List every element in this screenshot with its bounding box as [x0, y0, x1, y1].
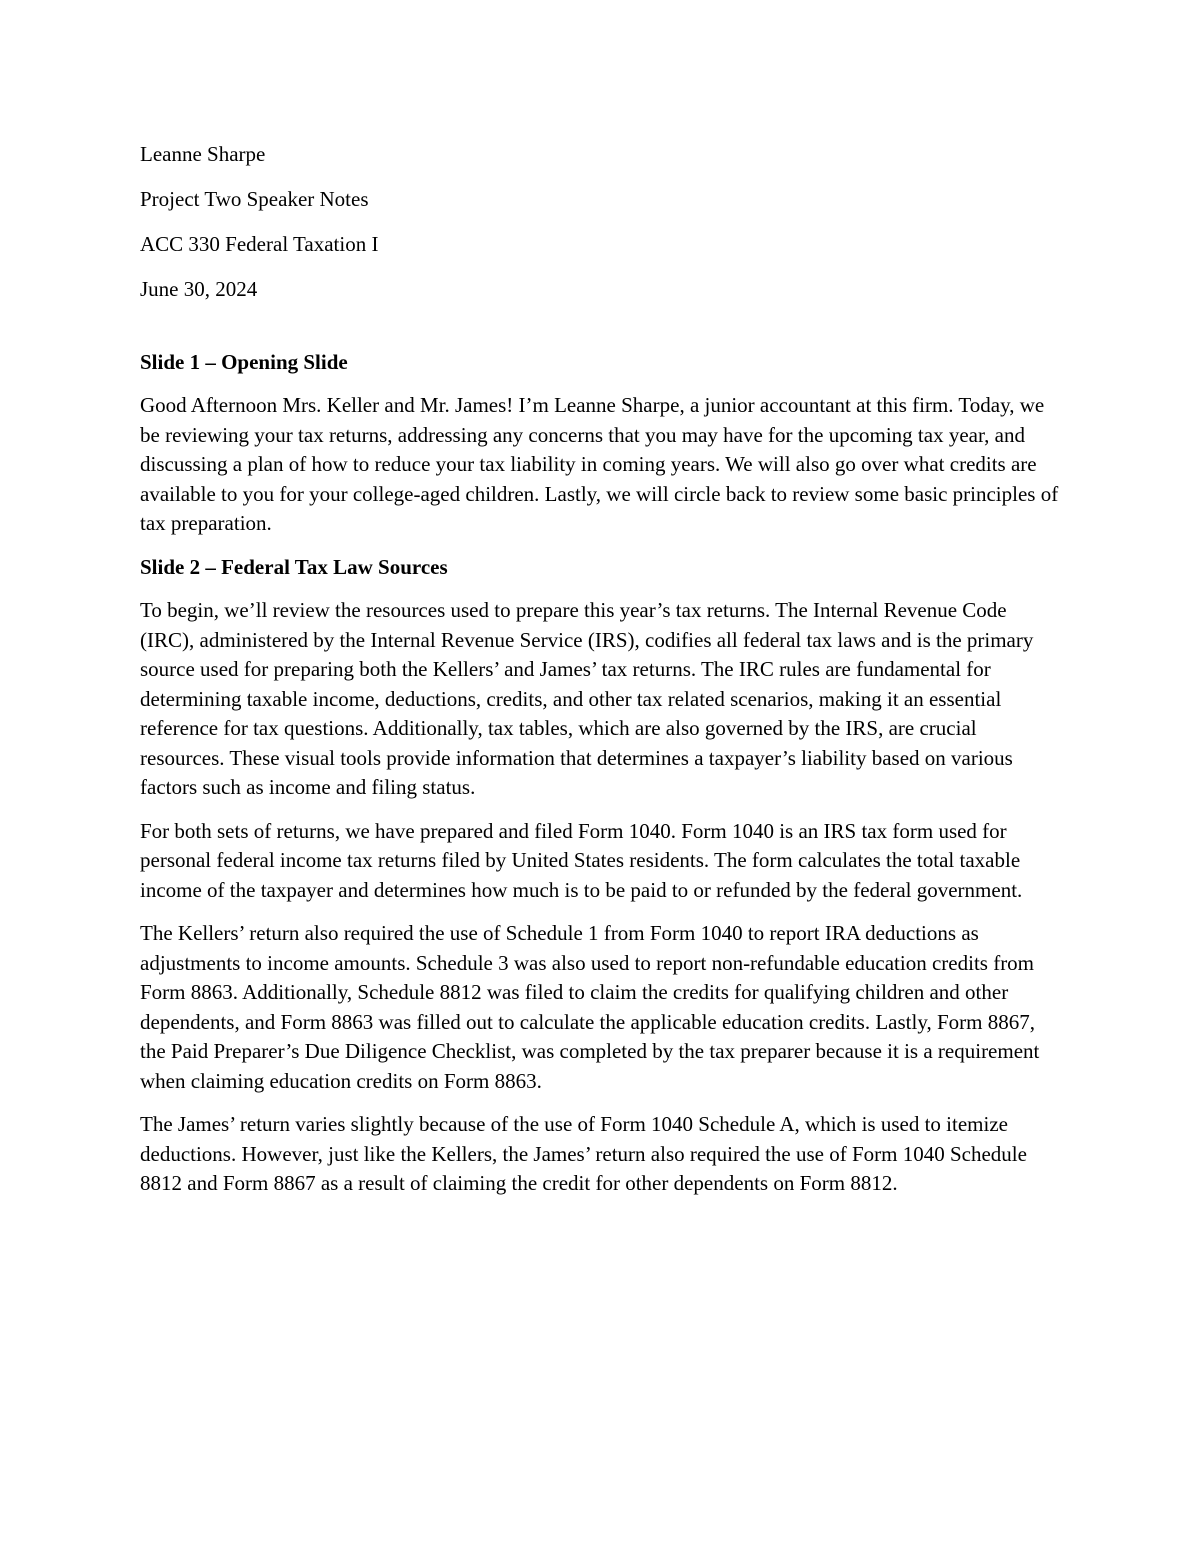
document-header: [140, 140, 1065, 305]
document-date: June 30, 2024: [140, 277, 258, 301]
paragraph: Good Afternoon Mrs. Keller and Mr. James! I’m Leanne Sharpe, a junior accountant at this firm. Today, we be reviewing your tax returns, addressing any concerns that you may have for the upcoming tax year, and discussing a plan of how to reduce your tax liability in coming years. We will also go over what credits are available to you for your college-aged children. Lastly, we will circle back to review some basic principles of tax preparation.: [140, 393, 1059, 535]
paragraph: The Kellers’ return also required the use of Schedule 1 from Form 1040 to report IRA deductions as adjustments to income amounts. Schedule 3 was also used to report non-refundable education credits from Form 8863. Additionally, Schedule 8812 was filed to claim the credits for qualifying children and other dependents, and Form 8863 was filled out to calculate the applicable education credits. Lastly, Form 8867, the Paid Preparer’s Due Diligence Checklist, was completed by the tax preparer because it is a requirement when claiming education credits on Form 8863.: [140, 921, 1040, 1093]
section-slide-2: [140, 553, 1065, 1199]
paragraph: The James’ return varies slightly because of the use of Form 1040 Schedule A, which is used to itemize deductions. However, just like the Kellers, the James’ return also required the use of Form 1040 Schedule 8812 and Form 8867 as a result of claiming the credit for other dependents on Form 8812.: [140, 1112, 1027, 1195]
author-name: Leanne Sharpe: [140, 142, 266, 166]
section-heading: Slide 1 – Opening Slide: [140, 349, 348, 374]
paragraph: For both sets of returns, we have prepared and filed Form 1040. Form 1040 is an IRS tax form used for personal federal income tax returns filed by United States residents. The form calculates the total taxable income of the taxpayer and determines how much is to be paid to or refunded by the federal government.: [140, 818, 1023, 902]
section-heading: Slide 2 – Federal Tax Law Sources: [140, 554, 448, 579]
document-title: Project Two Speaker Notes: [140, 187, 369, 211]
document-body: [140, 140, 1065, 1213]
section-slide-1: [140, 348, 1065, 539]
paragraph: To begin, we’ll review the resources used to prepare this year’s tax returns. The Internal Revenue Code (IRC), administered by the Internal Revenue Service (IRS), codifies all federal tax laws and is the primary source used for preparing both the Kellers’ and James’ tax returns. The IRC rules are fundamental for determining taxable income, deductions, credits, and other tax related scenarios, making it an essential reference for tax questions. Additionally, tax tables, which are also governed by the IRS, are crucial resources. These visual tools provide information that determines a taxpayer’s liability based on various factors such as income and filing status.: [140, 598, 1034, 799]
course-name: ACC 330 Federal Taxation I: [140, 232, 379, 256]
